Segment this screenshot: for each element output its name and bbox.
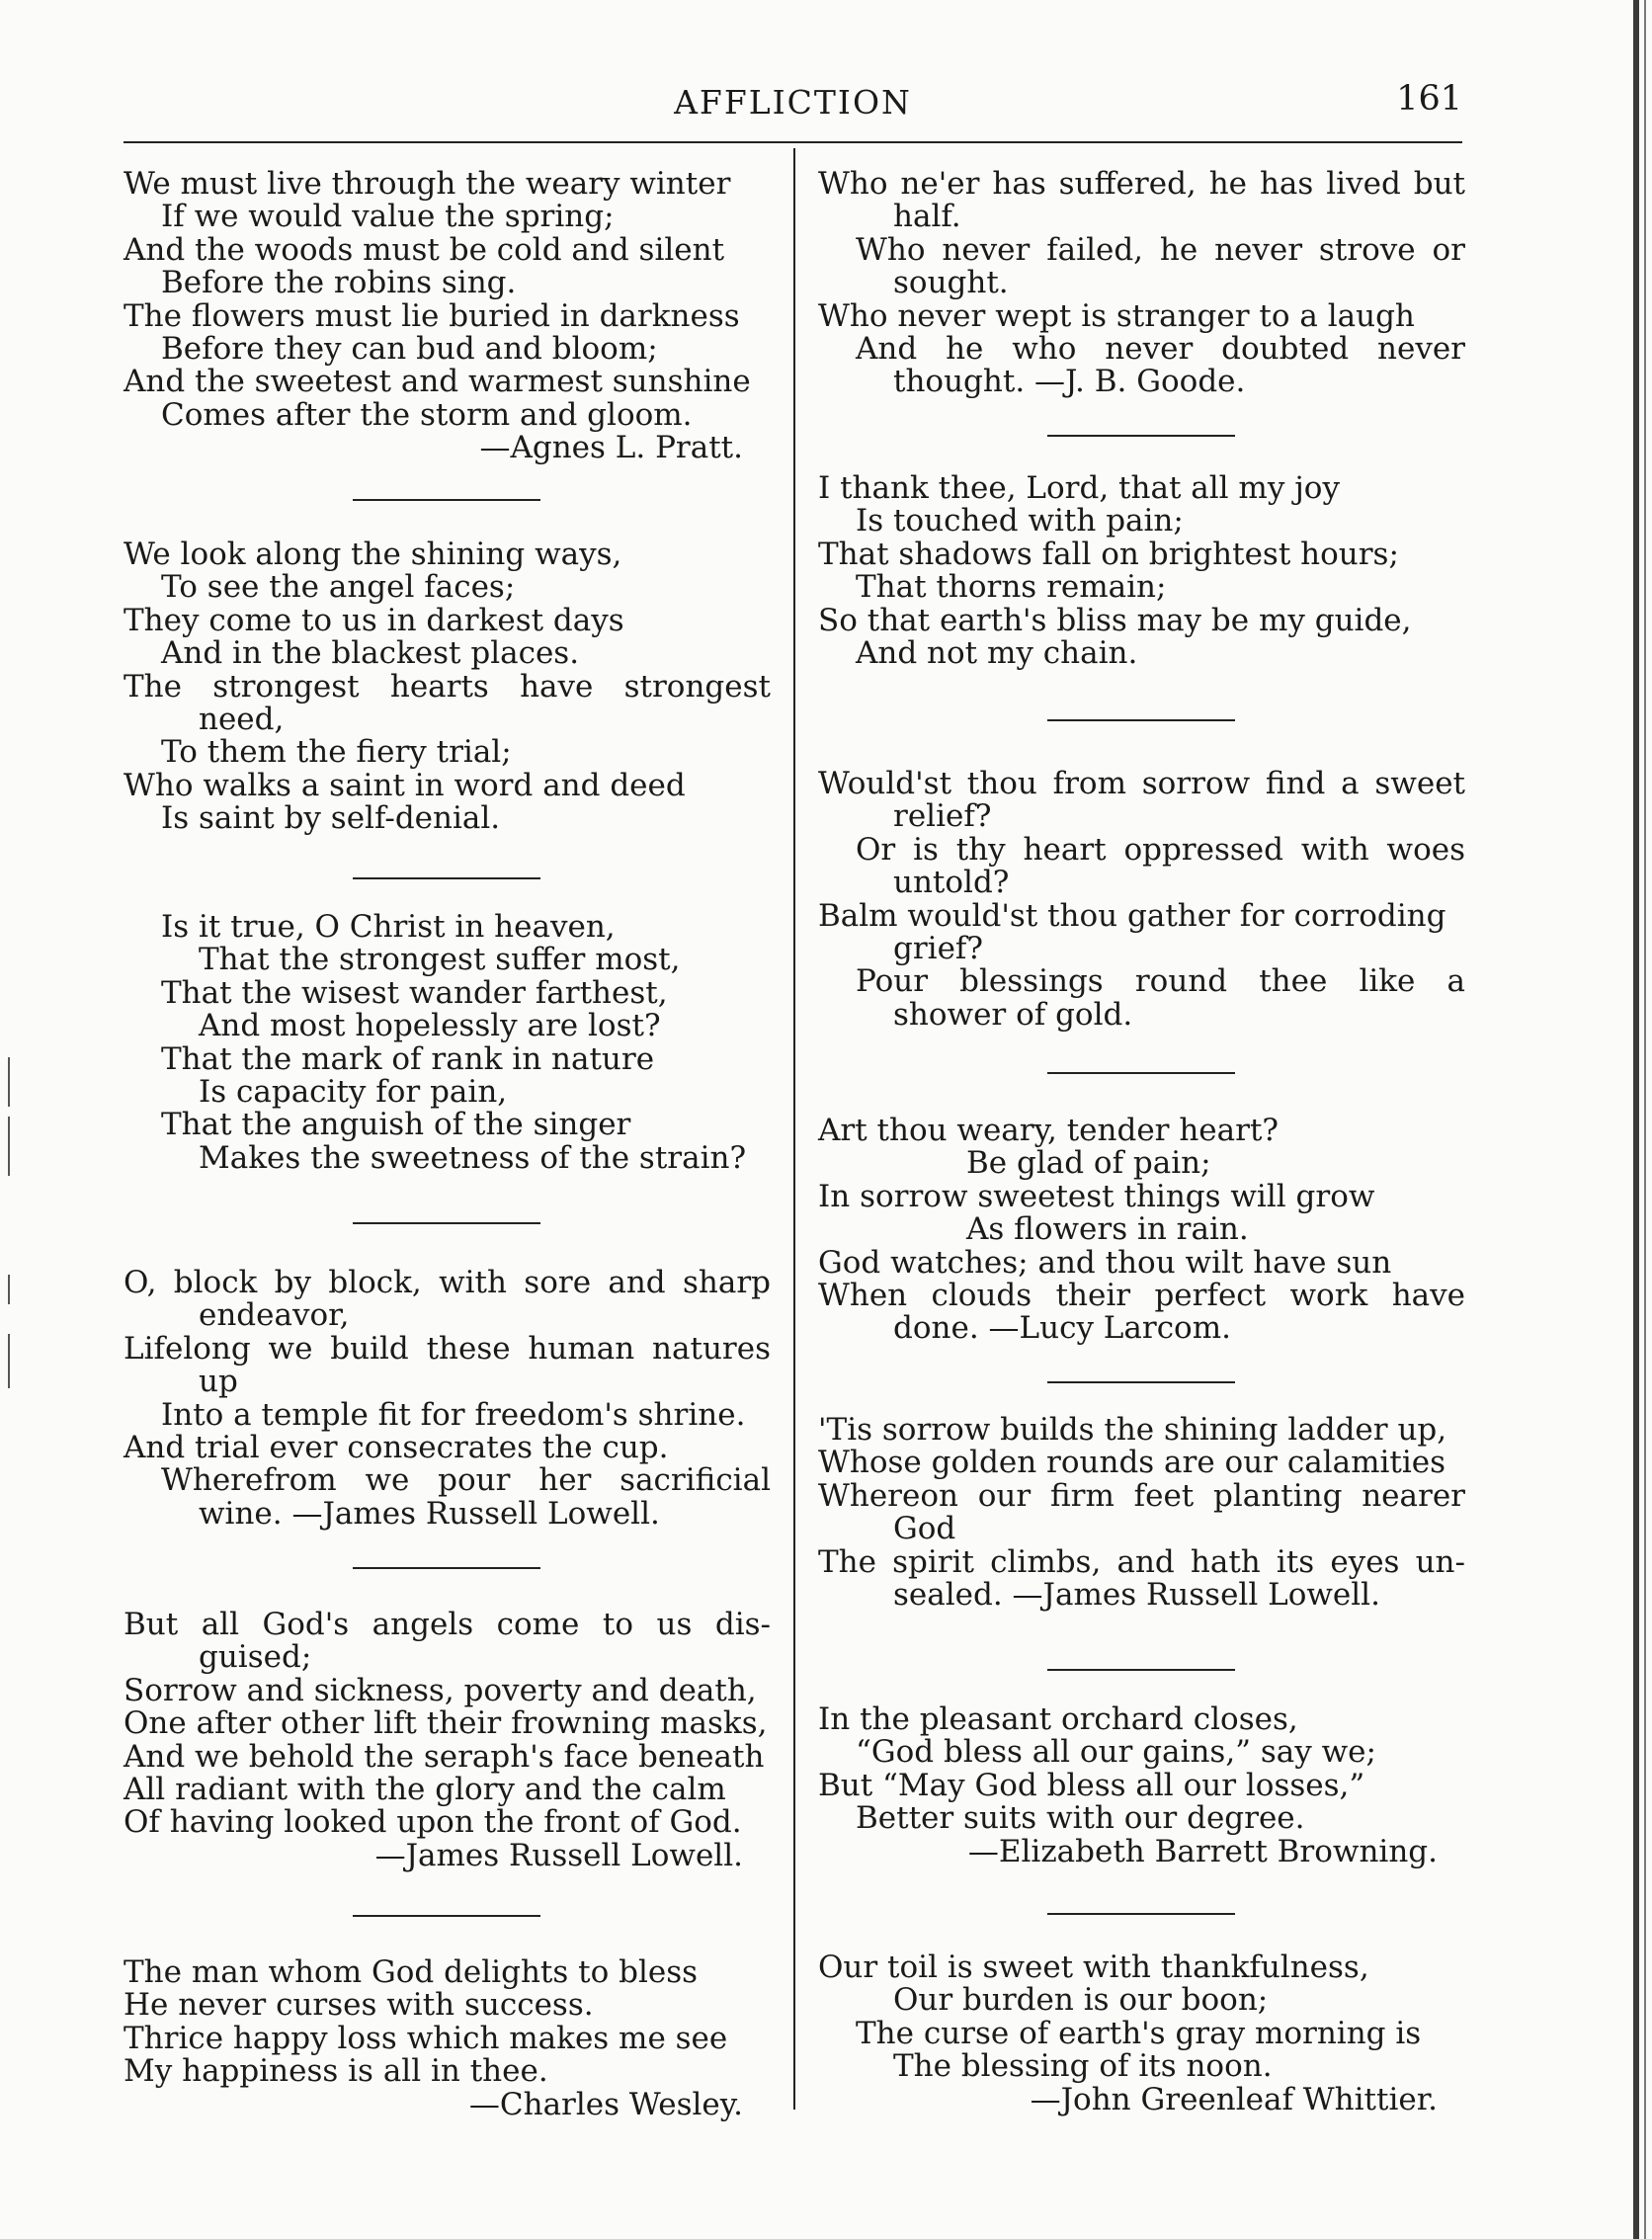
poem-attribution: —James Russell Lowell. bbox=[374, 1837, 743, 1873]
poem-line: That thorns remain; bbox=[856, 569, 1167, 606]
page-binding-edge bbox=[1633, 0, 1639, 2239]
poem-line: grief? bbox=[893, 931, 984, 967]
running-header bbox=[124, 79, 1462, 128]
poem-line: As flowers in rain. bbox=[966, 1211, 1249, 1248]
poem-attribution: —Agnes L. Pratt. bbox=[479, 430, 743, 466]
section-separator-rule bbox=[353, 877, 540, 879]
poem bbox=[124, 168, 771, 465]
poem-line: So that earth's bliss may be my guide, bbox=[818, 602, 1412, 638]
poem-line: Before the robins sing. bbox=[161, 265, 517, 301]
poem-attribution: —Elizabeth Barrett Browning. bbox=[967, 1833, 1438, 1869]
poem-line: Is it true, O Christ in heaven, bbox=[161, 909, 616, 945]
margin-mark bbox=[8, 1057, 10, 1107]
poem-line: If we would value the spring; bbox=[161, 199, 615, 235]
page-binding-edge-shadow bbox=[1644, 0, 1646, 2239]
poem-line: Thrice happy loss which makes me see bbox=[124, 2020, 728, 2056]
poem-line: up bbox=[199, 1364, 238, 1400]
poem-line: Comes after the storm and gloom. bbox=[161, 396, 693, 433]
poem-line: Is saint by self-denial. bbox=[161, 800, 501, 837]
section-separator-rule bbox=[1047, 1669, 1235, 1671]
poem-line: thought. —J. B. Goode. bbox=[893, 364, 1246, 400]
section-separator-rule bbox=[1047, 1072, 1235, 1074]
poem-line: 'Tis sorrow builds the shining ladder up, bbox=[818, 1412, 1447, 1448]
poem bbox=[818, 472, 1465, 670]
section-separator-rule bbox=[353, 499, 540, 501]
poem-line: And in the blackest places. bbox=[161, 635, 580, 672]
poem-line: Balm would'st thou gather for corroding bbox=[818, 897, 1446, 934]
poem-line: Art thou weary, tender heart? bbox=[818, 1113, 1280, 1148]
section-separator-rule bbox=[1047, 435, 1235, 437]
column-divider bbox=[793, 148, 795, 2110]
poem-line: need, bbox=[199, 702, 285, 738]
poem-line: And most hopelessly are lost? bbox=[199, 1008, 661, 1044]
poem-line: guised; bbox=[199, 1639, 312, 1676]
poem-line: Who never failed, he never strove or bbox=[856, 231, 1465, 268]
poem-line: That the strongest suffer most, bbox=[199, 942, 681, 978]
poem-line: They come to us in darkest days bbox=[124, 602, 624, 638]
poem-line: God watches; and thou wilt have sun bbox=[818, 1244, 1392, 1281]
poem-line: One after other lift their frowning masks, bbox=[124, 1705, 768, 1742]
poem-line: That the anguish of the singer bbox=[161, 1107, 631, 1143]
section-separator-rule bbox=[1047, 1913, 1235, 1915]
page-number: 161 bbox=[1396, 79, 1462, 119]
poem-line: Be glad of pain; bbox=[966, 1145, 1211, 1182]
poem-line: Who walks a saint in word and deed bbox=[124, 767, 686, 803]
poem-line: The spirit climbs, and hath its eyes un- bbox=[818, 1543, 1465, 1580]
chapter-title: AFFLICTION bbox=[674, 83, 912, 122]
poem-line: All radiant with the glory and the calm bbox=[124, 1772, 726, 1808]
poem-line: Is touched with pain; bbox=[856, 503, 1184, 539]
poem bbox=[818, 1703, 1465, 1868]
poem-line: O, block by block, with sore and sharp bbox=[124, 1265, 771, 1300]
poem-line: Of having looked upon the front of God. bbox=[124, 1804, 742, 1841]
poem bbox=[818, 1115, 1465, 1346]
poem-line: To them the fiery trial; bbox=[161, 734, 512, 771]
poem-line: We must live through the weary winter bbox=[124, 166, 731, 202]
margin-mark bbox=[8, 1117, 10, 1176]
poem bbox=[818, 1414, 1465, 1612]
poem-line: Whereon our firm feet planting nearer bbox=[818, 1477, 1465, 1514]
poem-line: wine. —James Russell Lowell. bbox=[199, 1495, 660, 1532]
poem-line: Who never wept is stranger to a laugh bbox=[818, 297, 1415, 334]
poem-line: To see the angel faces; bbox=[161, 569, 516, 606]
poem-line: Before they can bud and bloom; bbox=[161, 331, 658, 368]
poem-line: Lifelong we build these human natures bbox=[124, 1330, 771, 1367]
poem-attribution: —John Greenleaf Whittier. bbox=[1030, 2081, 1438, 2117]
margin-mark bbox=[8, 1334, 10, 1388]
poem-line: That the wisest wander farthest, bbox=[161, 974, 668, 1011]
poem bbox=[818, 168, 1465, 399]
poem-line: Wherefrom we pour her sacrificial bbox=[161, 1462, 771, 1499]
poem-line: We look along the shining ways, bbox=[124, 537, 622, 572]
poem-line: In sorrow sweetest things will grow bbox=[818, 1178, 1375, 1214]
poem-attribution: —Charles Wesley. bbox=[468, 2086, 743, 2122]
poem bbox=[124, 1609, 771, 1872]
poem-line: And he who never doubted never bbox=[856, 331, 1465, 368]
poem-line: Better suits with our degree. bbox=[856, 1800, 1305, 1837]
poem-line: But all God's angels come to us dis- bbox=[124, 1607, 771, 1642]
section-separator-rule bbox=[353, 1915, 540, 1917]
poem-line: Whose golden rounds are our calamities bbox=[818, 1445, 1446, 1481]
poem-line: Our burden is our boon; bbox=[893, 1982, 1269, 2019]
section-separator-rule bbox=[353, 1222, 540, 1224]
poem-line: Sorrow and sickness, poverty and death, bbox=[124, 1672, 757, 1708]
poem-line: endeavor, bbox=[199, 1297, 350, 1334]
poem-line: done. —Lucy Larcom. bbox=[893, 1310, 1231, 1347]
poem-line: And the sweetest and warmest sunshine bbox=[124, 364, 751, 400]
poem-line: And we behold the seraph's face beneath bbox=[124, 1738, 765, 1775]
poem-line: half. bbox=[893, 199, 961, 235]
poem-line: Pour blessings round thee like a bbox=[856, 963, 1465, 1000]
poem-line: Or is thy heart oppressed with woes bbox=[856, 831, 1465, 868]
poem-line: Into a temple fit for freedom's shrine. bbox=[161, 1396, 746, 1433]
section-separator-rule bbox=[1047, 719, 1235, 721]
poem-line: When clouds their perfect work have bbox=[818, 1278, 1465, 1314]
poem-line: I thank thee, Lord, that all my joy bbox=[818, 470, 1340, 506]
poem-line: relief? bbox=[893, 798, 992, 835]
poem bbox=[124, 1956, 771, 2121]
poem-line: sought. bbox=[893, 265, 1009, 301]
poem-line: Who ne'er has suffered, he has lived but bbox=[818, 166, 1465, 202]
poem-line: That the mark of rank in nature bbox=[161, 1040, 655, 1077]
poem bbox=[124, 539, 771, 836]
poem-line: He never curses with success. bbox=[124, 1987, 594, 2024]
poem-line: That shadows fall on brightest hours; bbox=[818, 536, 1399, 572]
poem-line: shower of gold. bbox=[893, 996, 1133, 1033]
poem-line: Makes the sweetness of the strain? bbox=[199, 1139, 747, 1176]
poem bbox=[124, 911, 771, 1175]
poem-line: In the pleasant orchard closes, bbox=[818, 1701, 1298, 1737]
section-separator-rule bbox=[1047, 1381, 1235, 1383]
poem-line: My happiness is all in thee. bbox=[124, 2053, 548, 2090]
poem-line: “God bless all our gains,” say we; bbox=[856, 1734, 1376, 1771]
poem-line: untold? bbox=[893, 865, 1010, 901]
poem bbox=[818, 768, 1465, 1032]
poem-line: sealed. —James Russell Lowell. bbox=[893, 1577, 1380, 1614]
poem-line: The strongest hearts have strongest bbox=[124, 668, 771, 705]
poem-line: The curse of earth's gray morning is bbox=[856, 2015, 1422, 2051]
poem-line: And trial ever consecrates the cup. bbox=[124, 1430, 669, 1466]
poem bbox=[124, 1267, 771, 1531]
poem bbox=[818, 1951, 1465, 2116]
poem-line: Would'st thou from sorrow find a sweet bbox=[818, 766, 1465, 801]
poem-line: Is capacity for pain, bbox=[199, 1074, 508, 1111]
margin-mark bbox=[8, 1275, 10, 1304]
section-separator-rule bbox=[353, 1567, 540, 1569]
poem-line: And the woods must be cold and silent bbox=[124, 231, 725, 268]
poem-line: The blessing of its noon. bbox=[893, 2048, 1273, 2085]
poem-line: Our toil is sweet with thankfulness, bbox=[818, 1949, 1369, 1985]
poem-line: The man whom God delights to bless bbox=[124, 1954, 699, 1990]
poem-line: The flowers must lie buried in darkness bbox=[124, 297, 740, 334]
poem-line: But “May God bless all our losses,” bbox=[818, 1767, 1365, 1803]
poem-line: And not my chain. bbox=[856, 635, 1138, 672]
poem-line: God bbox=[893, 1511, 956, 1547]
header-rule bbox=[124, 141, 1462, 143]
